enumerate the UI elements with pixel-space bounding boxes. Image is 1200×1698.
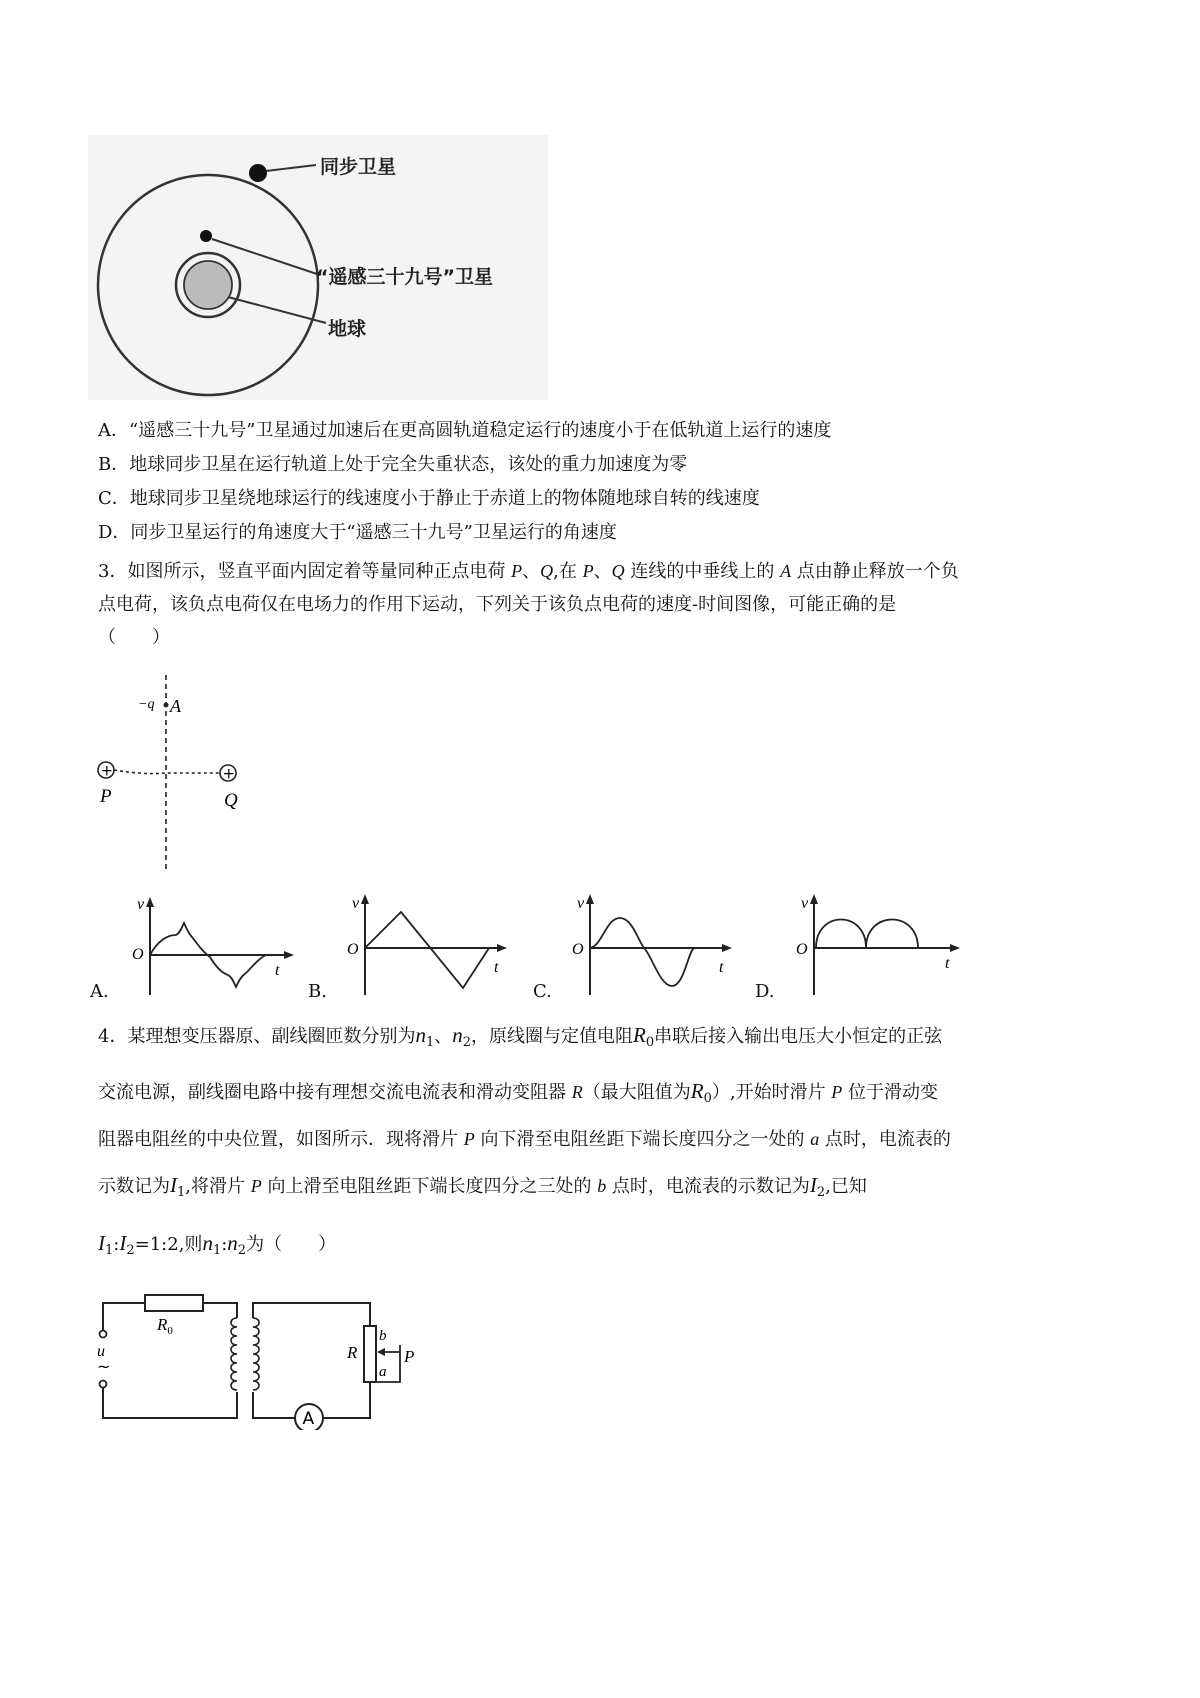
q2-option-c: C．地球同步卫星绕地球运行的线速度小于静止于赤道上的物体随地球自转的线速度 (98, 488, 760, 509)
charge-q-sign: + (222, 764, 236, 783)
q4-line-3: 阻器电阻丝的中央位置，如图所示．现将滑片 P 向下滑至电阻丝距下端长度四分之一处的 a 点时，电流表的 (98, 1129, 951, 1150)
primary-wire-top-right (203, 1303, 237, 1318)
graph-b-t-label: t (494, 959, 499, 976)
charges-figure (88, 670, 248, 875)
ammeter-label: A (302, 1409, 315, 1429)
graph-d-curve (816, 920, 918, 949)
vt-graph-b (343, 890, 513, 1000)
graph-b-curve (365, 912, 489, 988)
charge-q-label: Q (224, 790, 238, 811)
graph-a-v-label: v (137, 896, 145, 913)
graph-d-v-label: v (801, 895, 809, 912)
point-a-label: a (379, 1364, 387, 1380)
graph-c-t-label: t (719, 959, 724, 976)
secondary-wire-top (253, 1303, 370, 1326)
negative-charge-label: −q (138, 697, 155, 712)
terminal-bottom (100, 1381, 107, 1388)
graph-d-t-arrow (950, 944, 960, 952)
earth-label: 地球 (328, 318, 367, 340)
rheostat-r-label: R (347, 1343, 358, 1362)
graph-a-option: A. (90, 981, 109, 1002)
graph-a-v-arrow (146, 897, 154, 907)
q4-line-1: 4．某理想变压器原、副线圈匝数分别为$n_1$、$n_2$，原线圈与定值电阻$R_0$串联后接入输出电压大小恒定的正弦 (98, 1023, 943, 1050)
point-b-label: b (379, 1328, 387, 1344)
graph-c-v-label: v (577, 895, 585, 912)
graph-c-t-arrow (722, 944, 732, 952)
q3-line-1: 3．如图所示，竖直平面内固定着等量同种正点电荷 P、Q,在 P、Q 连线的中垂线上的 A 点由静止释放一个负 (98, 561, 959, 582)
graph-b-t-arrow (497, 944, 507, 952)
charge-p-label: P (100, 786, 112, 807)
transformer-circuit (95, 1290, 425, 1430)
primary-wire-top-left (103, 1303, 145, 1330)
q2-option-a: A．“遥感三十九号”卫星通过加速后在更高圆轨道稳定运行的速度小于在低轨道上运行的速度 (98, 420, 832, 441)
slider-p-label: P (404, 1347, 415, 1366)
vt-graph-d (792, 890, 967, 1000)
graph-d-origin: O (796, 941, 808, 958)
vt-graph-c (568, 890, 738, 1000)
orbit-figure (88, 135, 548, 400)
yaogan-satellite (200, 230, 212, 242)
charge-p-sign: + (100, 761, 114, 780)
graph-b-option: B. (308, 981, 327, 1002)
yaogan-label: “遥感三十九号”卫星 (316, 266, 493, 288)
graph-c-option: C. (533, 981, 552, 1002)
graph-d-option: D. (755, 981, 775, 1002)
graph-c-v-arrow (586, 894, 594, 904)
q4-line-5: $I_1:I_2=1:2$,则$n_1:n_2$为（ ） (98, 1231, 337, 1258)
graph-a-origin: O (132, 946, 144, 963)
q3-answer-blank: （ ） (98, 627, 170, 648)
primary-coil (231, 1318, 237, 1390)
resistor-r0 (145, 1295, 203, 1311)
source-ac-symbol: ~ (97, 1357, 111, 1376)
terminal-top (100, 1331, 107, 1338)
rheostat-r (364, 1326, 376, 1382)
secondary-wire-bottom-left (253, 1392, 295, 1418)
vt-graph-a (128, 895, 298, 1000)
source-u-label: u (97, 1343, 105, 1360)
graph-c-curve (590, 918, 694, 986)
graph-a-t-arrow (284, 951, 294, 959)
pq-line (114, 770, 228, 774)
slider-p-arrow (377, 1348, 385, 1356)
point-a (164, 703, 169, 708)
geo-satellite (249, 164, 267, 182)
graph-d-t-label: t (945, 955, 950, 972)
graph-d-v-arrow (810, 894, 818, 904)
point-a-label: A (170, 696, 181, 716)
graph-c-origin: O (572, 941, 584, 958)
earth (184, 261, 232, 309)
graph-b-v-arrow (361, 894, 369, 904)
geo-label: 同步卫星 (320, 156, 397, 178)
primary-wire-bottom (103, 1388, 237, 1418)
graph-b-v-label: v (352, 895, 360, 912)
secondary-coil (253, 1318, 259, 1390)
q2-option-d: D．同步卫星运行的角速度大于“遥感三十九号”卫星运行的角速度 (98, 522, 617, 543)
secondary-wire-bottom-right (323, 1382, 370, 1418)
q4-line-4: 示数记为$I_1$,将滑片 P 向上滑至电阻丝距下端长度四分之三处的 b 点时，电流表的示数记为$I_2$,已知 (98, 1173, 867, 1200)
q3-line-2: 点电荷，该负点电荷仅在电场力的作用下运动，下列关于该负点电荷的速度-时间图像，可能正确的是 (98, 594, 897, 615)
r0-label: $R_0$ (157, 1315, 173, 1337)
q4-line-2: 交流电源，副线圈电路中接有理想交流电流表和滑动变阻器 R（最大阻值为$R_0$）,开始时滑片 P 位于滑动变 (98, 1079, 939, 1106)
q2-option-b: B．地球同步卫星在运行轨道上处于完全失重状态，该处的重力加速度为零 (98, 454, 688, 475)
graph-b-origin: O (347, 941, 359, 958)
graph-a-t-label: t (275, 962, 280, 979)
